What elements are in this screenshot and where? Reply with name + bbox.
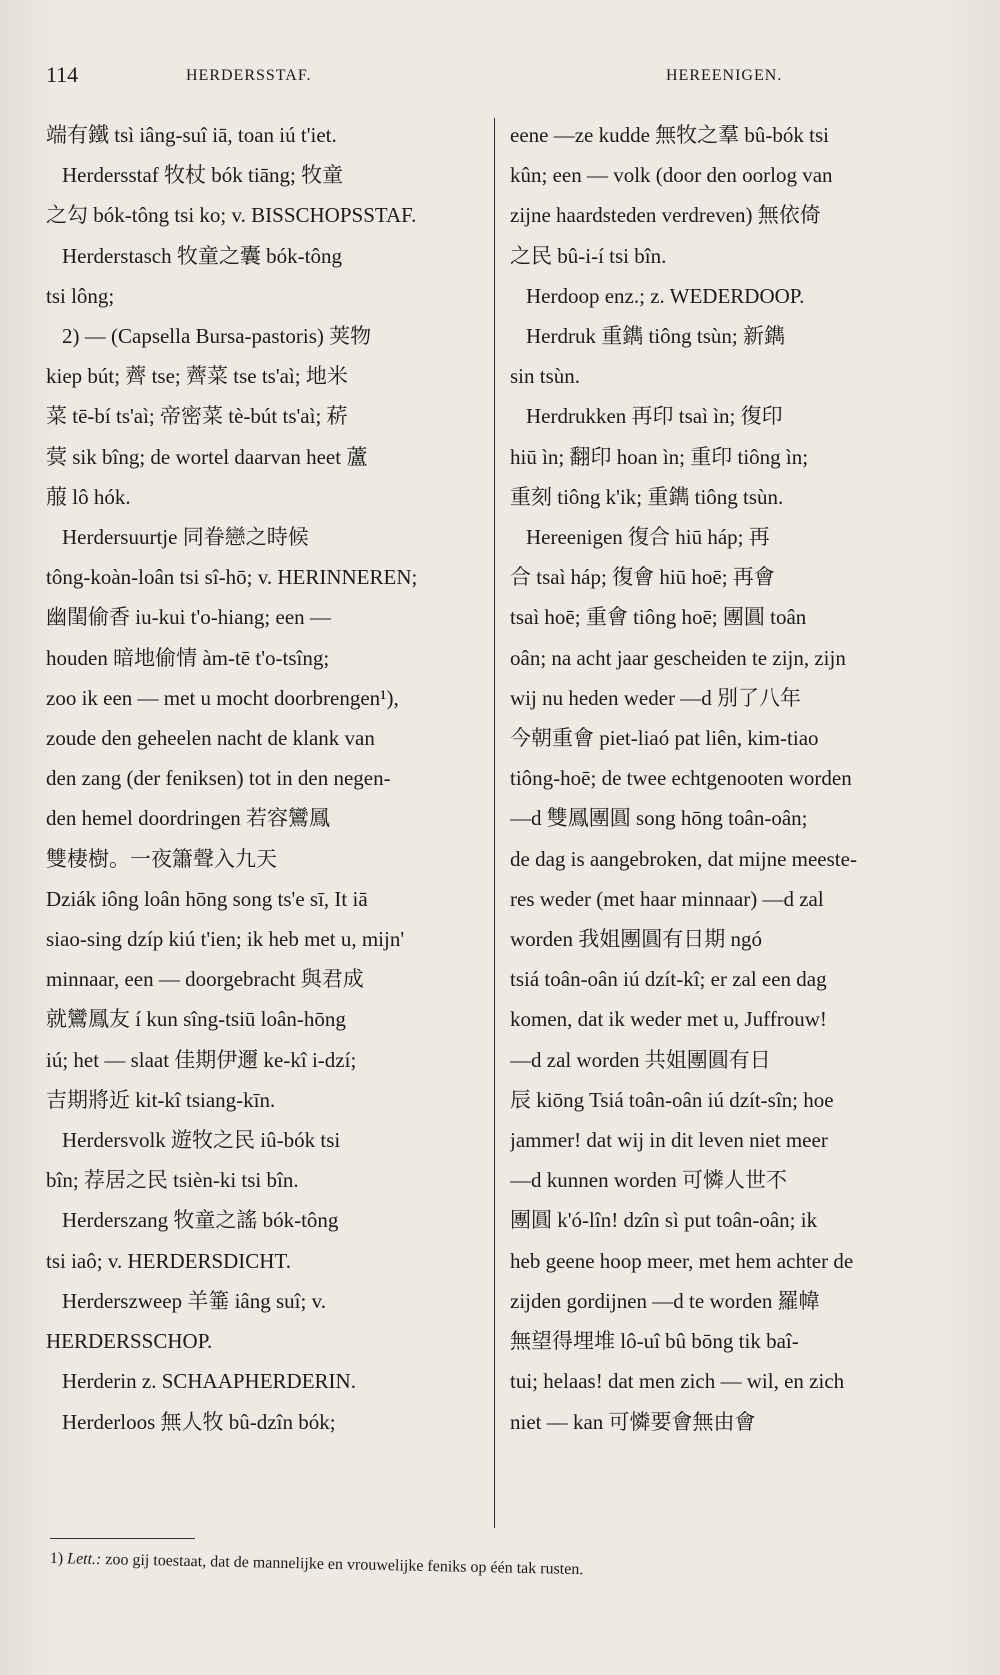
text-line: den hemel doordringen 若容鸞鳳 [46,806,331,831]
text-line: zijden gordijnen —d te worden 羅幃 [510,1288,820,1313]
text-line: 2) — (Capsella Bursa-pastoris) 荚物 [62,324,372,349]
text-line: 重刻 tiông k'ik; 重鐫 tiông tsùn. [510,484,784,509]
text-line: tsi lông; [46,283,115,308]
entry-herdersuurtje: Herdersuurtje 同眷戀之時候 [62,525,309,550]
text-line: 之民 bû-i-í tsi bîn. [510,243,667,268]
text-line: eene —ze kudde 無牧之羣 bû-bók tsi [510,123,830,147]
text-line: 吉期將近 kit-kî tsiang-kīn. [46,1087,276,1112]
text-line: 幽閨偷香 iu-kui t'o-hiang; een — [46,605,331,630]
text-line: minnaar, een — doorgebracht 與君成 [46,967,364,992]
text-line: jammer! dat wij in dit leven niet meer [510,1128,828,1153]
entry-herderstasch: Herderstasch 牧童之囊 bók-tông [62,243,342,268]
text-line: bîn; 荐居之民 tsièn-ki tsi bîn. [46,1168,299,1193]
text-line: tông-koàn-loân tsi sî-hō; v. HERINNEREN; [46,565,418,590]
text-line: 今朝重會 piet-liaó pat liên, kim-tiao [510,726,819,751]
entry-herdrukken: Herdrukken 再印 tsaì ìn; 復印 [526,404,783,429]
text-line: 合 tsaì háp; 復會 hiū hoē; 再會 [510,565,775,590]
text-line: 無望得埋堆 lô-uî bû bōng tik baî- [510,1329,799,1354]
text-line: 雙棲樹。一夜簫聲入九天 [46,846,277,871]
text-line: iú; het — slaat 佳期伊邇 ke-kî i-dzí; [46,1047,357,1072]
page-number: 114 [46,62,79,87]
text-line: de dag is aangebroken, dat mijne meeste- [510,846,857,871]
text-line: heb geene hoop meer, met hem achter de [510,1248,854,1273]
text-line: tiông-hoē; de twee echtgenooten worden [510,766,852,791]
text-line: hiū ìn; 翻印 hoan ìn; 重印 tiông ìn; [510,444,809,469]
text-line: den zang (der feniksen) tot in den negen- [46,766,391,791]
running-head-right: HEREENIGEN. [666,67,783,84]
entry-herdersstaf: Herdersstaf 牧杖 bók tiāng; 牧童 [62,163,344,188]
text-line: zijne haardsteden verdreven) 無依倚 [510,203,821,228]
text-line: tsaì hoē; 重會 tiông hoē; 團圓 toân [510,605,807,630]
text-line: 菔 lô hók. [46,484,131,509]
right-column [510,115,950,1442]
running-head-left: HERDERSSTAF. [186,67,312,84]
text-line: 團圓 k'ó-lîn! dzîn sì put toân-oân; ik [510,1208,818,1233]
text-line: tui; helaas! dat men zich — wil, en zich [510,1369,845,1394]
entry-herderszweep: Herderszweep 羊箠 iâng suî; v. [62,1288,326,1313]
text-line: zoude den geheelen nacht de klank van [46,726,375,751]
footnote-rule [50,1538,195,1539]
footnote-marker: 1) [49,1550,64,1568]
text-line: worden 我姐團圓有日期 ngó [510,927,762,952]
text-line: 端有鐵 tsì iâng-suî iā, toan iú t'iet. [46,123,337,147]
footnote-lett: Lett.: [66,1550,102,1569]
text-line: Dziák iông loân hōng song ts'e sī, It iā [46,886,368,911]
text-line: houden 暗地偷情 àm-tē t'o-tsîng; [46,645,330,670]
entry-herderin: Herderin z. SCHAAPHERDERIN. [62,1369,356,1394]
text-line: 之勾 bók-tông tsi ko; v. BISSCHOPSSTAF. [46,203,417,228]
text-line: tsiá toân-oân iú dzít-kî; er zal een dag [510,967,827,992]
entry-herderszang: Herderszang 牧童之謠 bók-tông [62,1208,339,1233]
text-line: 蓂 sik bîng; de wortel daarvan heet 蘆 [46,444,368,469]
entry-herdruk: Herdruk 重鐫 tiông tsùn; 新鐫 [526,324,785,349]
text-line: res weder (met haar minnaar) —d zal [510,886,824,911]
entry-hereenigen: Hereenigen 復合 hiū háp; 再 [526,525,770,550]
text-line: sin tsùn. [510,364,581,389]
text-line: kûn; een — volk (door den oorlog van [510,163,833,188]
footnote [50,1550,950,1587]
text-line: 菜 tē-bí ts'aì; 帝密菜 tè-bút ts'aì; 菥 [46,404,348,429]
text-line: siao-sing dzíp kiú t'ien; ik heb met u, mijn' [46,927,405,952]
text-line: —d zal worden 共姐團圓有日 [510,1047,771,1072]
text-line: HERDERSSCHOP. [46,1329,213,1354]
text-line: komen, dat ik weder met u, Juffrouw! [510,1007,827,1032]
text-line: oân; na acht jaar gescheiden te zijn, zijn [510,645,846,670]
text-line: niet — kan 可憐要會無由會 [510,1409,756,1434]
text-line: 就鸞鳳友 í kun sîng-tsiū loân-hōng [46,1007,346,1032]
text-line: tsi iaô; v. HERDERSDICHT. [46,1248,291,1273]
text-line: —d kunnen worden 可憐人世不 [510,1168,788,1193]
entry-herdersvolk: Herdersvolk 遊牧之民 iû-bók tsi [62,1128,341,1153]
text-line: wij nu heden weder —d 別了八年 [510,685,802,710]
text-line: zoo ik een — met u mocht doorbrengen¹), [46,685,399,710]
entry-herderloos: Herderloos 無人牧 bû-dzîn bók; [62,1409,336,1434]
footnote-text: zoo gij toestaat, dat de mannelijke en vrouwelijke feniks op één tak rusten. [105,1551,584,1579]
entry-herdoop: Herdoop enz.; z. WEDERDOOP. [526,283,805,308]
text-line: 辰 kiōng Tsiá toân-oân iú dzít-sîn; hoe [510,1087,834,1112]
text-line: —d 雙鳳團圓 song hōng toân-oân; [510,806,808,831]
page-header [46,62,951,92]
text-line: kiep bút; 薺 tse; 薺菜 tse ts'aì; 地米 [46,364,348,389]
column-divider [494,118,495,1528]
left-column [46,115,486,1442]
